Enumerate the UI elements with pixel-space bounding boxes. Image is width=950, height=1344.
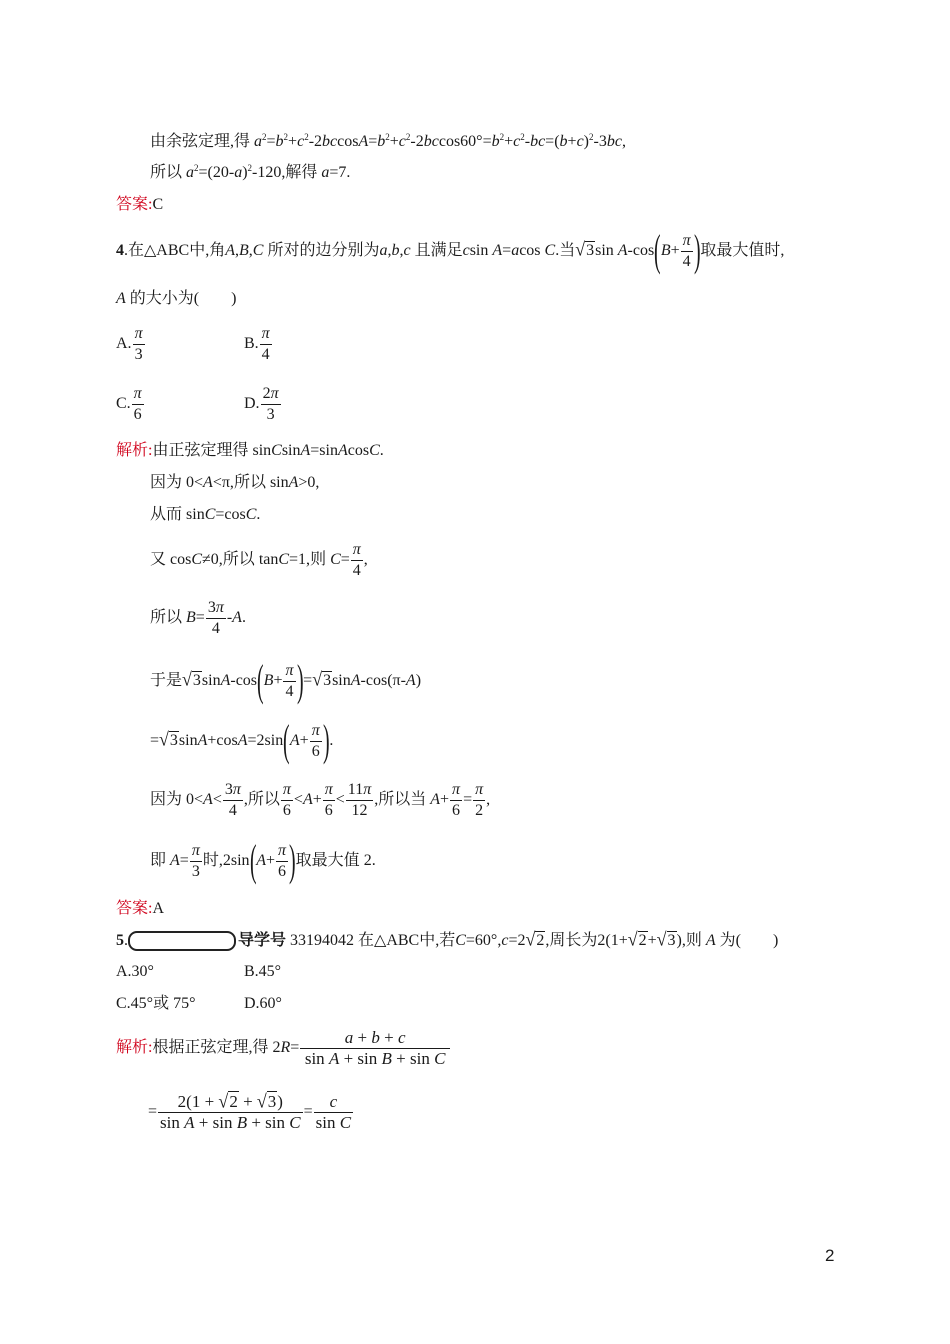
p4-solution-line1: 解析:由正弦定理得 sinCsinA=sinAcosC. xyxy=(116,442,384,459)
p4-option-b[interactable]: B. $\frac{\pi}{4}$ xyxy=(244,325,270,363)
page-number: 2 xyxy=(825,1246,835,1265)
p4-option-c[interactable]: C. $\frac{\pi}{6}$ xyxy=(116,385,142,423)
p4-solution-line2: 因为 0<A<π,所以 sinA>0, xyxy=(150,474,320,491)
p4-solution-line5: 所以 B= $\frac{3\pi}{4}$ -A. xyxy=(150,599,246,637)
p5-option-d[interactable]: D.60° xyxy=(244,995,282,1012)
p4-solution-line3: 从而 sinC=cosC. xyxy=(150,506,261,523)
p4-stem-line2: A 的大小为( ) xyxy=(116,290,237,307)
p3-solve-line: 所以 $a^2=(20-a)^2-120$,解得 a=7. xyxy=(150,163,351,181)
p4-option-d[interactable]: D. $\frac{2\pi}{3}$ xyxy=(244,385,279,423)
p4-solution-line7: =√3sinA+cosA=2sin(A+ $\frac{\pi}{6}$ ). xyxy=(150,716,334,766)
p3-answer: 答案:C xyxy=(116,196,164,213)
p4-solution-line4: 又 cosC≠0,所以 tanC=1,则 C= $\frac{\pi}{4}$ , xyxy=(150,541,368,579)
p4-solution-line8: 因为 0<A< $\frac{3\pi}{4}$ ,所以 $\frac{\pi}{6}$ <A+ $\frac{\pi}{6}$ < $\frac{11\pi}{12}$ ,所以当 A+ $\frac{\pi}{6}$ = $\frac{\pi}{2}$ , xyxy=(150,781,491,819)
p3-cosine-law-line: 由余弦定理,得 $a^2=b^2+c^2-2bccosA=b^2+c^2-2bccos60^\circ=b^2+c^2-bc=(b+c)^2-3bc$, xyxy=(150,132,626,150)
answer-label: 答案: xyxy=(116,900,153,917)
p4-answer: 答案:A xyxy=(116,900,165,917)
p5-stem: 5. 导学号 33194042 在△ABC中,若C=60°,c=2√2,周长为2(1+√2+√3),则 A 为( ) xyxy=(116,928,779,950)
p4-stem-line1: 4.在△ABC中,角A,B,C 所对的边分别为a,b,c 且满足csin A=acos C.当√3sin A-cos(B+ $\frac{\pi}{4}$ )取最大值时, xyxy=(116,226,785,276)
answer-label: 答案: xyxy=(116,196,153,213)
p4-option-a[interactable]: A. $\frac{\pi}{3}$ xyxy=(116,325,143,363)
guide-badge xyxy=(128,931,236,951)
analysis-label: 解析: xyxy=(116,1039,153,1056)
p5-solution-line2: = $\frac{2(1 + √2 + √3)}{\text{sin A + sin B + sin C}}$ = $\frac{c}{\text{sin C}}$ xyxy=(148,1090,352,1133)
analysis-label: 解析: xyxy=(116,442,153,459)
p5-solution-line1: 解析:根据正弦定理,得 2R= $\frac{a + b + c}{\text{sin A + sin B + sin C}}$ xyxy=(116,1026,451,1070)
p4-solution-line6: 于是√3sinA-cos(B+ $\frac{\pi}{4}$ )=√3sinA-cos(π-A) xyxy=(150,656,422,706)
p5-option-a[interactable]: A.30° xyxy=(116,963,154,980)
p5-option-b[interactable]: B.45° xyxy=(244,963,282,980)
p5-option-c[interactable]: C.45°或 75° xyxy=(116,995,196,1012)
p4-solution-line9: 即 A= $\frac{\pi}{3}$ 时,2sin(A+ $\frac{\pi}{6}$ )取最大值 2. xyxy=(150,836,376,886)
